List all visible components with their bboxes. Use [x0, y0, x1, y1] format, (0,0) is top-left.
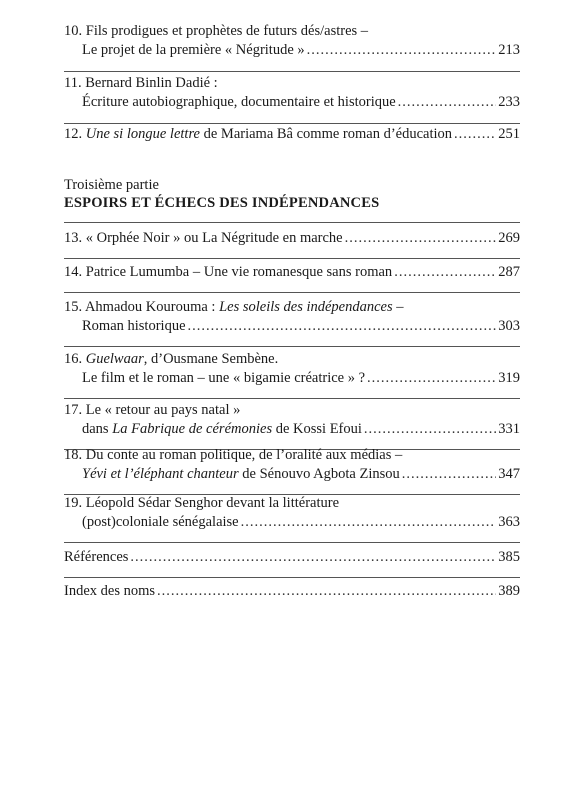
entry-subtitle-end: de Kossi Efoui — [272, 421, 362, 437]
entry-title: Références — [64, 549, 129, 565]
page-number: 385 — [498, 549, 520, 565]
toc-entry-10 — [64, 22, 520, 72]
entry-number: 19. — [64, 495, 83, 511]
entry-subtitle: Écriture autobiographique, documentaire et historique — [82, 94, 396, 110]
entry-title: Ahmadou Kourouma : — [84, 299, 220, 315]
entry-title: Patrice Lumumba – Une vie romanesque sans roman — [85, 264, 393, 280]
dot-leader — [307, 41, 497, 60]
page-number: 303 — [498, 318, 520, 334]
entry-number: 18. — [64, 447, 83, 463]
part-label: Troisième partie — [64, 177, 159, 193]
dot-leader — [398, 93, 497, 112]
toc-entry-14 — [64, 263, 520, 293]
entry-title: « Orphée Noir » ou La Négritude en marche — [85, 230, 343, 246]
toc-entry-11 — [64, 74, 520, 124]
dot-leader — [454, 125, 496, 144]
dot-leader — [367, 369, 496, 388]
toc-entry-15 — [64, 298, 520, 347]
toc-entry-12 — [64, 125, 520, 144]
entry-title-italic: Les soleils des indépendances — [219, 299, 393, 315]
toc-entry-18 — [64, 446, 520, 495]
toc-entry-index — [64, 582, 520, 601]
entry-title: Fils prodigues et prophètes de futurs dés/astres – — [85, 23, 369, 39]
page-number: 251 — [498, 126, 520, 142]
part-divider — [64, 222, 520, 223]
page-number: 389 — [498, 583, 520, 599]
entry-number: 11. — [64, 75, 82, 91]
toc-entry-19 — [64, 494, 520, 543]
entry-subtitle: Roman historique — [82, 318, 186, 334]
dot-leader — [345, 229, 497, 248]
entry-subtitle: (post)coloniale sénégalaise — [82, 514, 239, 530]
page-number: 331 — [498, 421, 520, 437]
dot-leader — [364, 420, 496, 439]
entry-title: de Mariama Bâ comme roman d’éducation — [199, 126, 453, 142]
dot-leader — [394, 263, 496, 282]
dot-leader — [157, 582, 496, 601]
page-number: 347 — [498, 466, 520, 482]
entry-title: Bernard Binlin Dadié : — [85, 75, 218, 91]
entry-number: 16. — [64, 351, 83, 367]
entry-subtitle: dans — [82, 421, 113, 437]
entry-number: 17. — [64, 402, 83, 418]
entry-subtitle: de Sénouvo Agbota Zinsou — [238, 466, 400, 482]
page-number: 363 — [498, 514, 520, 530]
entry-title-italic: Guelwaar — [85, 351, 144, 367]
entry-title-italic: Une si longue lettre — [85, 126, 200, 142]
entry-number: 15. — [64, 299, 83, 315]
entry-title: Léopold Sédar Senghor devant la littérature — [85, 495, 340, 511]
entry-title: Index des noms — [64, 583, 156, 599]
page-number: 233 — [498, 94, 520, 110]
page-number: 287 — [498, 264, 520, 280]
entry-subtitle: Le projet de la première « Négritude » — [82, 42, 305, 58]
entry-title: Le « retour au pays natal » — [85, 402, 241, 418]
dot-leader — [188, 317, 497, 336]
dot-leader — [241, 513, 497, 532]
entry-number: 13. — [64, 230, 83, 246]
dot-leader — [402, 465, 497, 484]
entry-title: Du conte au roman politique, de l’oralité aux médias – — [85, 447, 403, 463]
toc-entry-references — [64, 548, 520, 578]
entry-number: 12. — [64, 126, 83, 142]
part-title: ESPOIRS ET ÉCHECS DES INDÉPENDANCES — [64, 195, 380, 211]
page-number: 269 — [498, 230, 520, 246]
toc-entry-16 — [64, 350, 520, 399]
toc-entry-13 — [64, 229, 520, 259]
page-number: 319 — [498, 370, 520, 386]
entry-number: 14. — [64, 264, 83, 280]
entry-subtitle-italic: Yévi et l’éléphant chanteur — [82, 466, 239, 482]
toc-entry-17 — [64, 401, 520, 450]
entry-subtitle: Le film et le roman – une « bigamie créatrice » ? — [82, 370, 366, 386]
entry-title: , d’Ousmane Sembène. — [143, 351, 279, 367]
dot-leader — [130, 548, 496, 567]
entry-subtitle-italic: La Fabrique de cérémonies — [112, 421, 273, 437]
page-number: 213 — [498, 42, 520, 58]
entry-title-end: – — [392, 299, 404, 315]
entry-number: 10. — [64, 23, 83, 39]
